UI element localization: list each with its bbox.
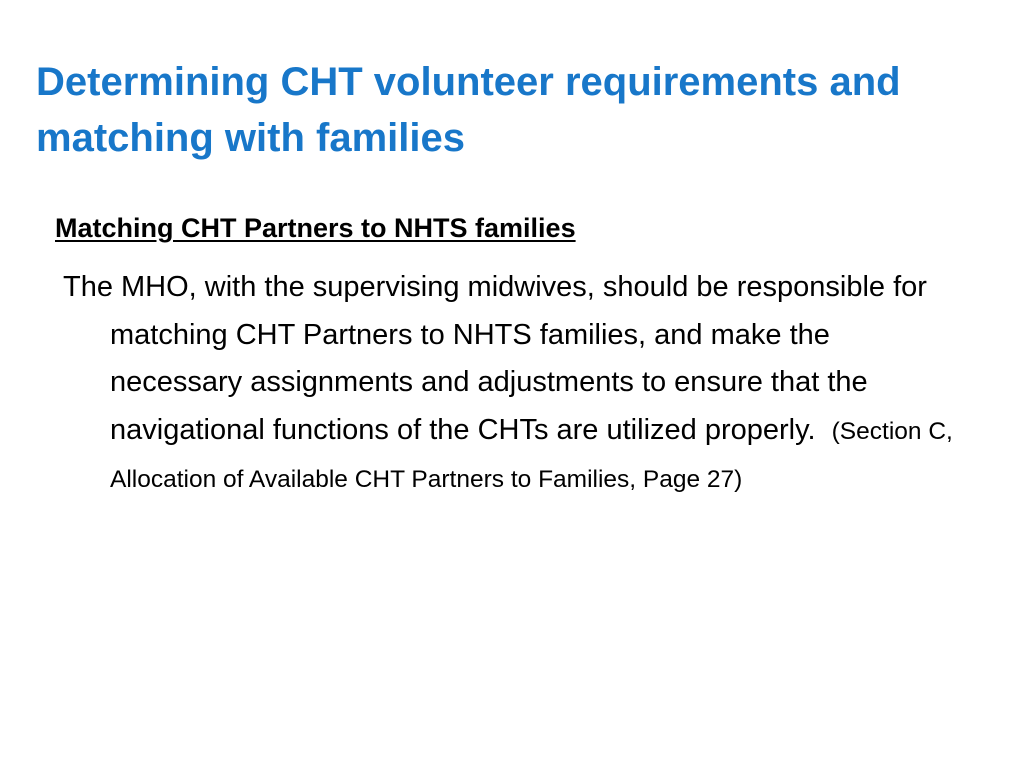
slide-title: Determining CHT volunteer requirements and matching with families <box>36 60 901 160</box>
section-subheading: Matching CHT Partners to NHTS families <box>55 213 576 243</box>
body-paragraph <box>63 264 970 504</box>
body-text: The MHO, with the supervising midwives, should be responsible for matching CHT Partners to NHTS families, and make the necessary assignments and adjustments to ensure that the navigational functions of the CHTs are utilized properly. <box>63 271 927 446</box>
citation-reference: (Section C, Allocation of Available CHT Partners to Families, Page 27) <box>110 417 953 493</box>
